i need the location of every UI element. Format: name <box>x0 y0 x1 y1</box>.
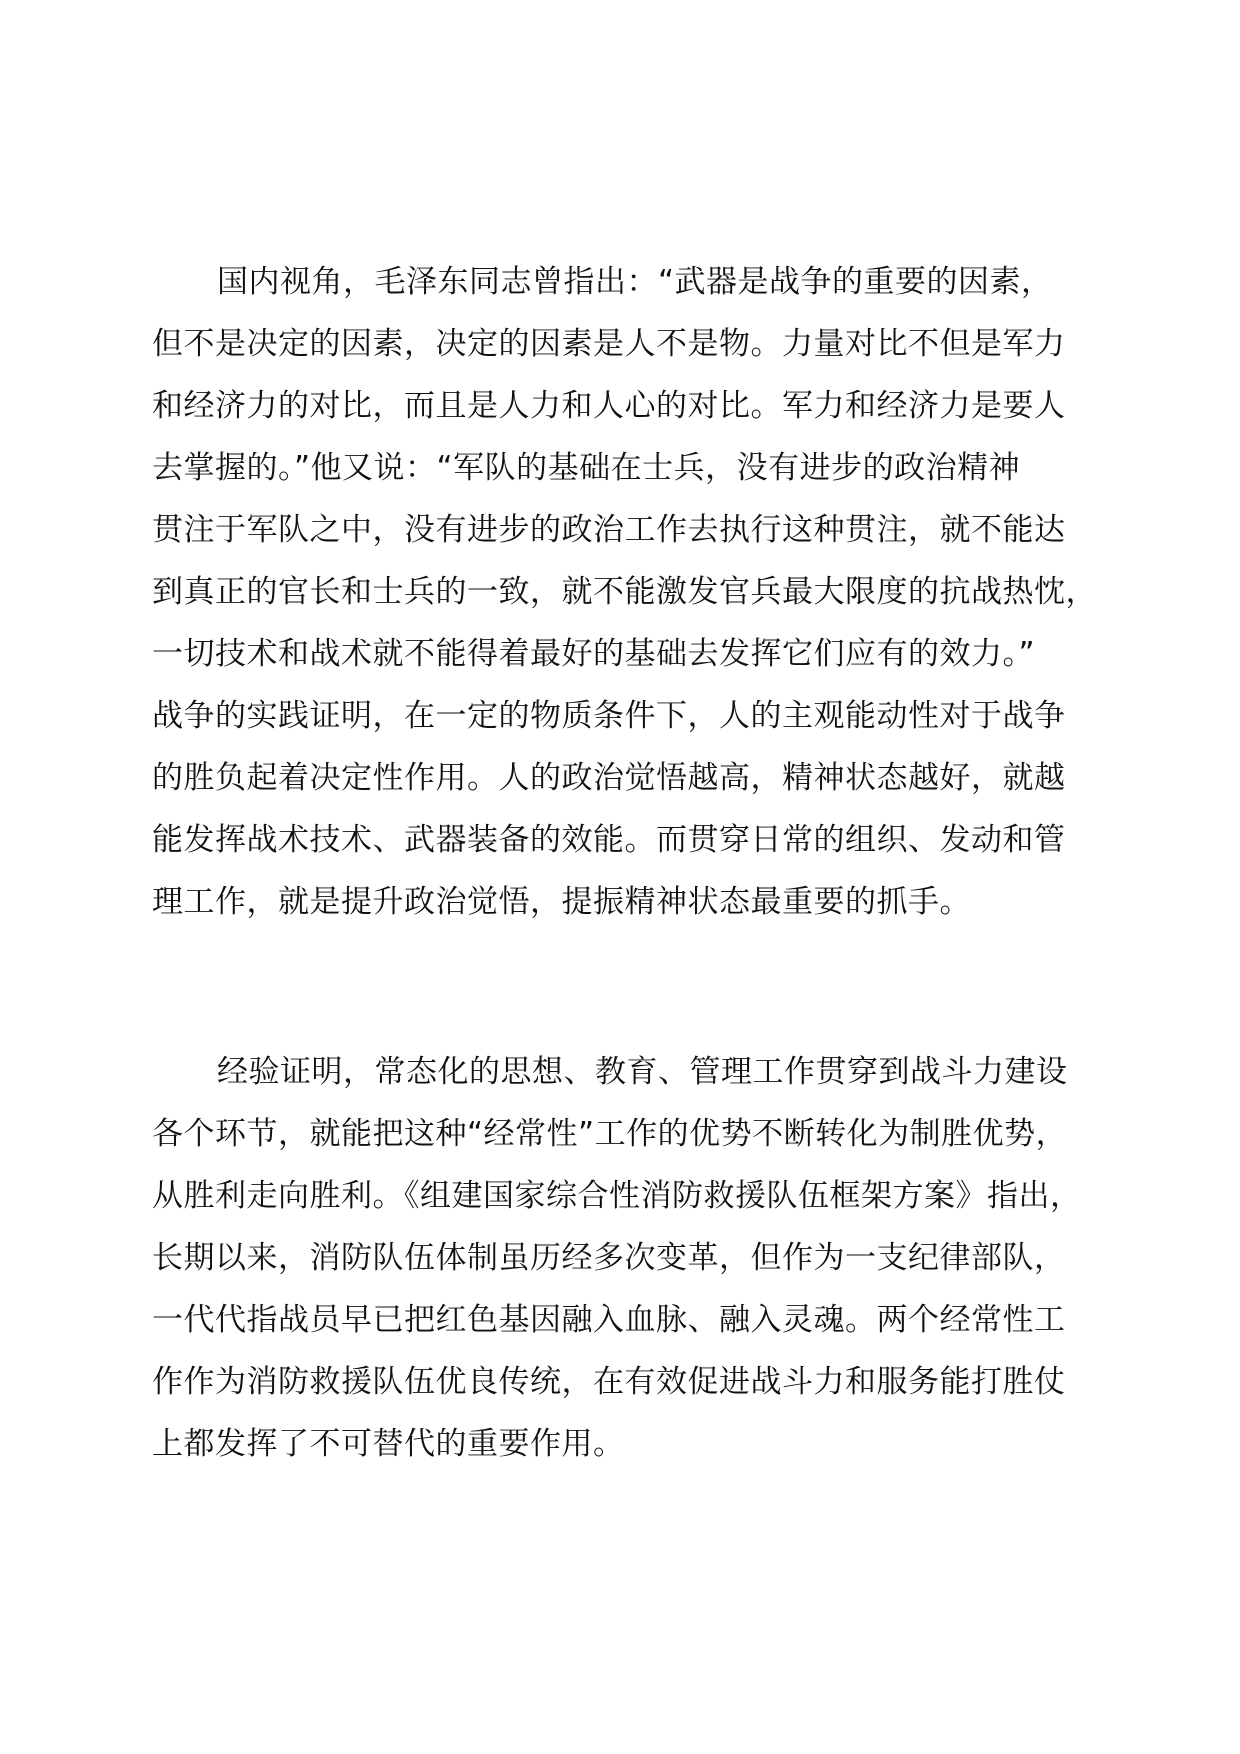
text-line: 国内视角，毛泽东同志曾指出：“武器是战争的重要的因素， <box>217 264 1053 300</box>
text-line: 长期以来，消防队伍体制虽历经多次变革，但作为一支纪律部队， <box>152 1240 1066 1276</box>
text-line: 到真正的官长和士兵的一致，就不能激发官兵最大限度的抗战热忱， <box>152 574 1097 610</box>
text-line: 的胜负起着决定性作用。人的政治觉悟越高，精神状态越好，就越 <box>152 760 1066 796</box>
text-line: 上都发挥了不可替代的重要作用。 <box>152 1426 625 1462</box>
text-line: 一代代指战员早已把红色基因融入血脉、融入灵魂。两个经常性工 <box>152 1302 1066 1338</box>
paragraph-experience-proof <box>152 1041 1096 1475</box>
text-line: 一切技术和战术就不能得着最好的基础去发挥它们应有的效力。” <box>152 636 1036 672</box>
text-line: 作作为消防救援队伍优良传统，在有效促进战斗力和服务能打胜仗 <box>152 1364 1066 1400</box>
text-line: 从胜利走向胜利。《组建国家综合性消防救援队伍框架方案》指出， <box>152 1178 1082 1214</box>
paragraph-domestic-perspective <box>152 251 1096 933</box>
text-line: 各个环节，就能把这种“经常性”工作的优势不断转化为制胜优势， <box>152 1116 1068 1152</box>
text-line: 理工作，就是提升政治觉悟，提振精神状态最重要的抓手。 <box>152 884 971 920</box>
text-line: 去掌握的。”他又说：“军队的基础在士兵，没有进步的政治精神 <box>152 450 1021 486</box>
text-line: 经验证明，常态化的思想、教育、管理工作贯穿到战斗力建设 <box>217 1054 1068 1090</box>
text-line: 但不是决定的因素，决定的因素是人不是物。力量对比不但是军力 <box>152 326 1066 362</box>
text-line: 和经济力的对比，而且是人力和人心的对比。军力和经济力是要人 <box>152 388 1066 424</box>
text-line: 战争的实践证明，在一定的物质条件下，人的主观能动性对于战争 <box>152 698 1066 734</box>
text-line: 能发挥战术技术、武器装备的效能。而贯穿日常的组织、发动和管 <box>152 822 1066 858</box>
text-line: 贯注于军队之中，没有进步的政治工作去执行这种贯注，就不能达 <box>152 512 1066 548</box>
